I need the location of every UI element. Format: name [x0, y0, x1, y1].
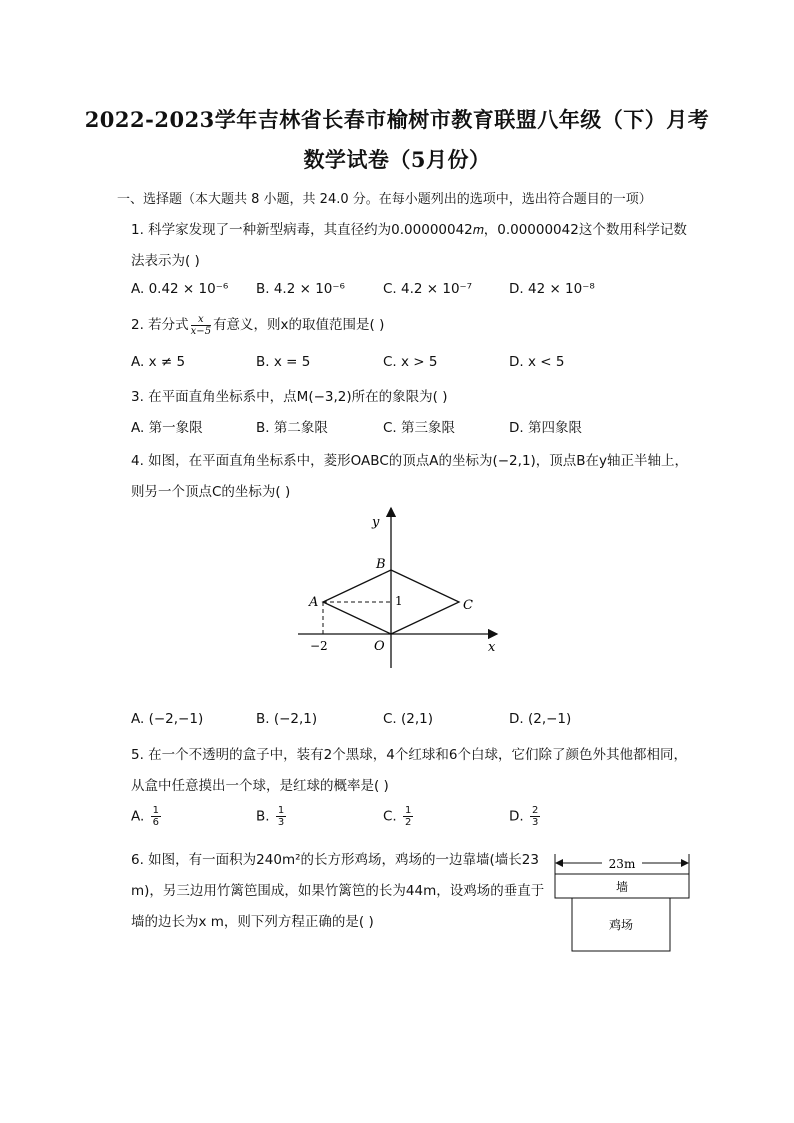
q6-chicken-farm-figure: [552, 848, 694, 954]
q2-option-a: A. x ≠ 5: [131, 354, 186, 370]
q1-option-d: D. 42 × 10⁻⁸: [509, 281, 595, 297]
exam-title-line2: 数学试卷（5月份）: [303, 147, 491, 172]
q4-option-b: B. (−2,1): [256, 711, 318, 727]
q4-line2: 则另一个顶点C的坐标为( ): [131, 484, 291, 500]
section-heading: 一、选择题（本大题共 8 小题，共 24.0 分。在每小题列出的选项中，选出符合题目的一项）: [117, 192, 652, 207]
label-b: B: [376, 557, 386, 572]
q2-frac-num: x: [191, 314, 211, 326]
q1-option-a: A. 0.42 × 10⁻⁶: [131, 281, 229, 297]
q5-option-c: [383, 805, 415, 828]
q1-option-c: C. 4.2 × 10⁻⁷: [383, 281, 473, 297]
q6-line3: 墙的边长为x m，则下列方程正确的是( ): [131, 914, 374, 930]
q5-line2: 从盒中任意摸出一个球，是红球的概率是( ): [131, 778, 389, 794]
q2-fraction: [191, 314, 211, 337]
q3-option-d: D. 第四象限: [509, 420, 582, 436]
q2-option-d: D. x < 5: [509, 354, 565, 370]
q5-option-b-num: 1: [277, 805, 285, 816]
q5-option-a-num: 1: [152, 805, 159, 816]
q3-option-a: A. 第一象限: [131, 420, 203, 436]
q4-option-c: C. (2,1): [383, 711, 434, 727]
q1-line2: 法表示为( ): [131, 253, 200, 269]
q4-line1: 4. 如图，在平面直角坐标系中，菱形OABC的顶点A的坐标为(−2,1)，顶点B在y轴正半轴上，: [131, 453, 689, 469]
farm-label: 鸡场: [608, 918, 634, 932]
wall-label: 墙: [615, 880, 629, 894]
q2-stem-suffix: 有意义，则x的取值范围是( ): [213, 317, 385, 333]
q3-line1: 3. 在平面直角坐标系中，点M(−3,2)所在的象限为( ): [131, 389, 448, 405]
q4-option-d: D. (2,−1): [509, 711, 572, 727]
q5-line1: 5. 在一个不透明的盒子中，装有2个黑球，4个红球和6个白球，它们除了颜色外其他都相同，: [131, 747, 687, 763]
q2-option-c: C. x > 5: [383, 354, 438, 370]
label-c: C: [463, 598, 473, 613]
q3-option-c: C. 第三象限: [383, 420, 456, 436]
q5-option-a-den: 6: [152, 817, 159, 828]
q1-option-b: B. 4.2 × 10⁻⁶: [256, 281, 345, 297]
q5-option-c-num: 1: [405, 805, 412, 816]
q2-stem-prefix: 2. 若分式: [131, 317, 189, 333]
q6-line1: 6. 如图，有一面积为240m²的长方形鸡场，鸡场的一边靠墙(墙长23: [131, 852, 539, 868]
q5-option-b-den: 3: [277, 817, 285, 828]
q2-frac-den: x−5: [190, 325, 212, 337]
label-x: x: [488, 640, 496, 655]
q6-line2: m)，另三边用竹篱笆围成，如果竹篱笆的长为44m，设鸡场的垂直于: [131, 883, 545, 899]
q5-option-a-label: A.: [131, 808, 145, 825]
q5-option-a: [131, 805, 163, 828]
q1-line1: 1. 科学家发现了一种新型病毒，其直径约为0.00000042𝑚，0.00000042这个数用科学记数: [131, 222, 687, 238]
exam-title-line1: 2022-2023学年吉林省长春市榆树市教育联盟八年级（下）月考: [84, 107, 710, 132]
q5-option-c-label: C.: [383, 808, 397, 825]
label-one: 1: [395, 594, 403, 608]
q3-option-b: B. 第二象限: [256, 420, 328, 436]
q4-rhombus-figure: [290, 500, 510, 670]
q5-option-d-den: 3: [531, 817, 539, 828]
q4-option-a: A. (−2,−1): [131, 711, 204, 727]
q2-stem: [131, 313, 384, 337]
label-minus2: −2: [310, 639, 328, 653]
label-o: O: [374, 639, 385, 654]
q5-option-b: [256, 805, 288, 828]
q5-option-d: [509, 805, 542, 828]
label-a: A: [309, 595, 319, 610]
q2-option-b: B. x = 5: [256, 354, 311, 370]
wall-length-label: 23m: [608, 857, 636, 871]
q5-option-b-label: B.: [256, 808, 270, 825]
q5-option-d-label: D.: [509, 808, 524, 825]
label-y: y: [372, 515, 380, 530]
q5-option-c-den: 2: [405, 817, 412, 828]
q5-option-d-num: 2: [531, 805, 539, 816]
